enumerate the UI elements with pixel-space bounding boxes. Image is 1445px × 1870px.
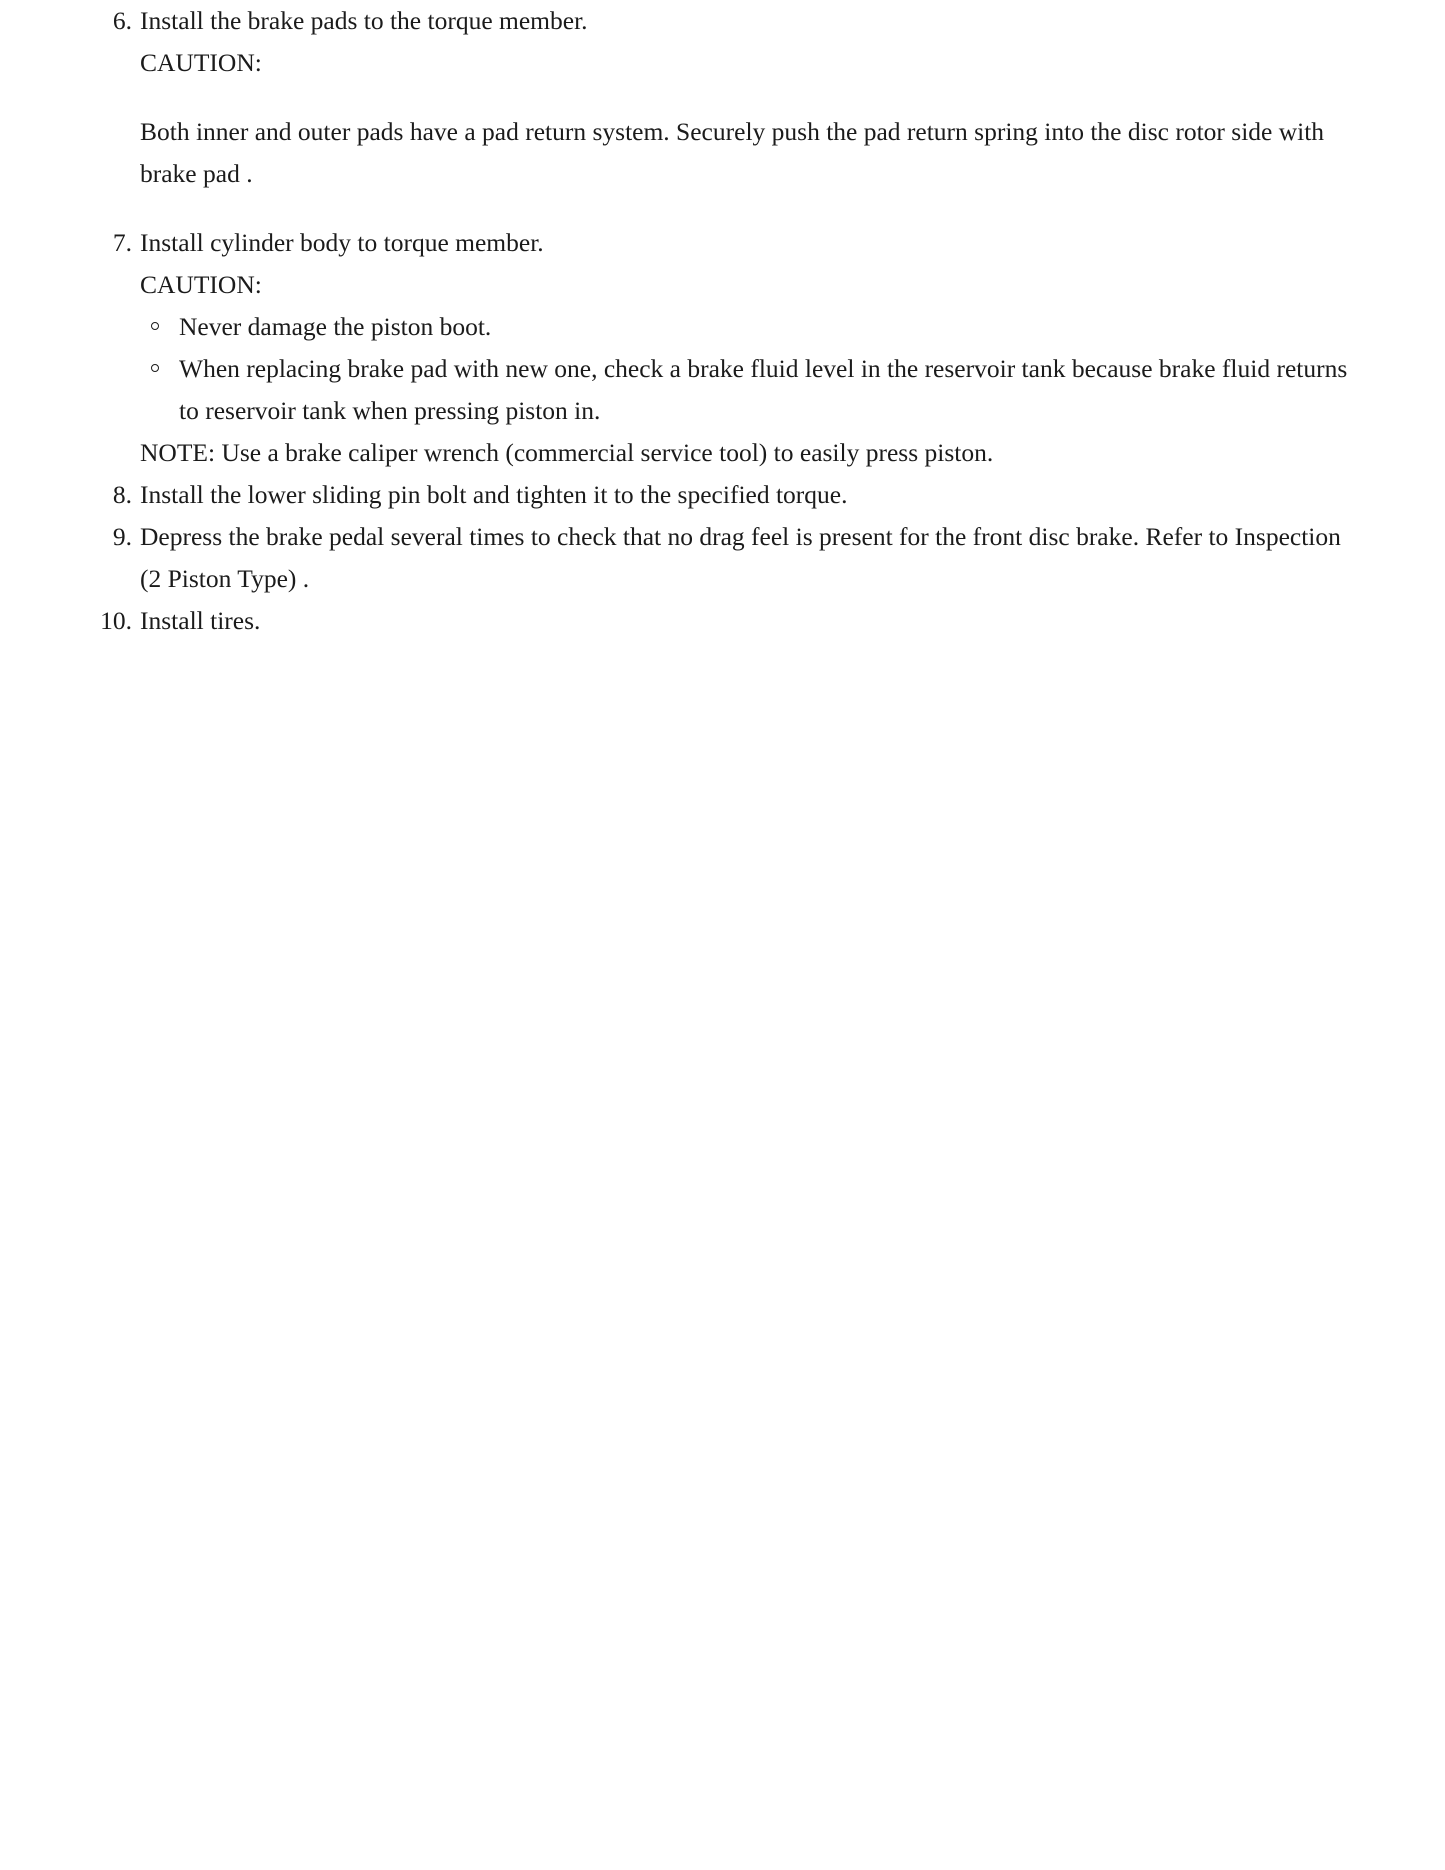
step-text: Depress the brake pedal several times to check that no drag feel is present for the front disc brake. Refer to Inspection (2 Piston Type) . xyxy=(140,522,1341,593)
step-text: Install tires. xyxy=(140,606,261,635)
caution-label: CAUTION: xyxy=(140,270,262,299)
procedure-steps xyxy=(0,0,1360,642)
list-item-text: When replacing brake pad with new one, check a brake fluid level in the reservoir tank because brake fluid returns to reservoir tank when pressing piston in. xyxy=(179,354,1348,425)
list-item xyxy=(140,348,1360,432)
list-item-text: Never damage the piston boot. xyxy=(179,312,492,341)
step-text: Install the brake pads to the torque member. xyxy=(140,6,588,35)
step-text: Install the lower sliding pin bolt and tighten it to the specified torque. xyxy=(140,480,848,509)
bullet-circle-icon xyxy=(151,364,159,372)
step-7 xyxy=(0,222,1360,474)
bullet-circle-icon xyxy=(151,322,159,330)
step-10 xyxy=(0,600,1360,642)
caution-list xyxy=(140,306,1360,432)
step-8 xyxy=(0,474,1360,516)
caution-text: Both inner and outer pads have a pad return system. Securely push the pad return spring into the disc rotor side with brake pad . xyxy=(140,117,1325,188)
caution-label: CAUTION: xyxy=(140,48,262,77)
step-number: 9. xyxy=(112,522,132,551)
step-text: Install cylinder body to torque member. xyxy=(140,228,544,257)
step-6 xyxy=(0,0,1360,195)
list-item xyxy=(140,306,1360,348)
step-number: 8. xyxy=(112,480,132,509)
note-text: NOTE: Use a brake caliper wrench (commercial service tool) to easily press piston. xyxy=(140,438,994,467)
step-9 xyxy=(0,516,1360,600)
step-number: 6. xyxy=(112,6,132,35)
step-number: 10. xyxy=(100,606,132,635)
step-number: 7. xyxy=(112,228,132,257)
